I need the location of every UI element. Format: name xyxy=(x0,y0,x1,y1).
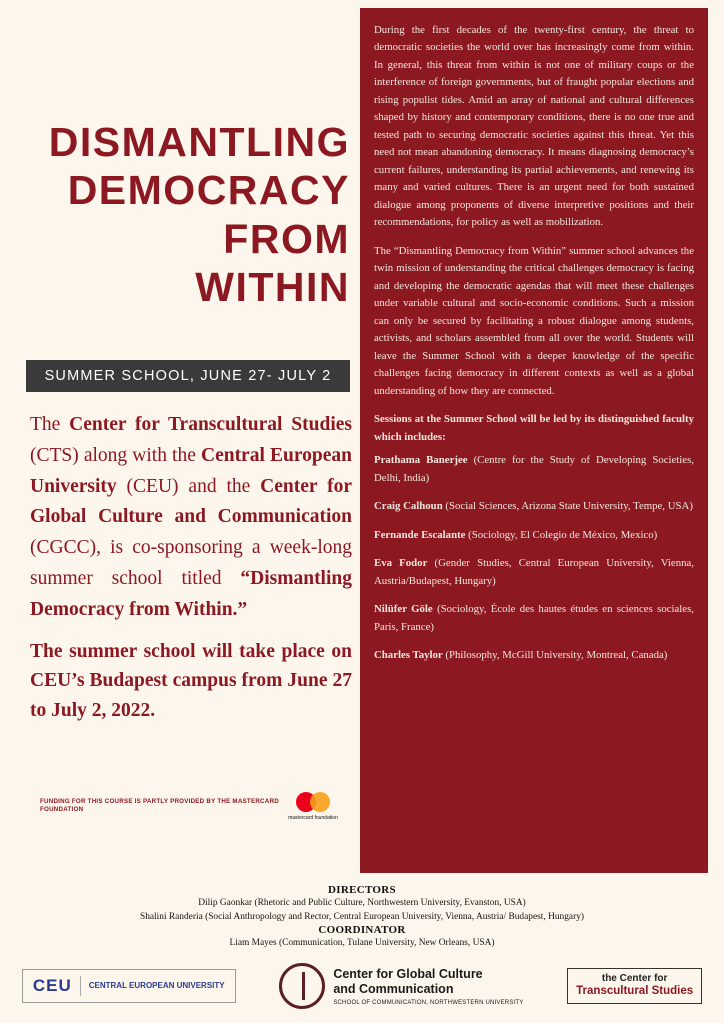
panel-paragraph-2: The “Dismantling Democracy from Within” summer school advances the twin mission of understanding the critical challenges democracy is facing and developing the democratic agendas that will meet these challenges under variable cultural and socio-economic conditions. Such a mission can only be secured by facilitating a robust dialogue among students, activists, and scholars assembled from all over the world. Students will leave the Summer School with a deeper knowledge of the specific challenges facing democracy in different contexts as well as a global understanding of how they are connected. xyxy=(374,244,694,397)
faculty-name: Prathama Banerjee xyxy=(374,454,468,467)
faculty-name: Nilüfer Göle xyxy=(374,603,433,616)
panel-paragraph-1: During the first decades of the twenty-first century, the threat to democratic societies the world over has increasingly come from within. In general, this threat from within is not one of military coups or the interference of foreign governments, but of fraught popular elections and rising populist tides. Amid an array of national and cultural differences shaped by history and contemporary conditions, there is no one true and tested path to securing democratic societies against this threat. Yet this need not mean abandoning democracy. It means diagnosing democracy’s current failures, understanding its partial achievements, and renewing its many and varied cultures. There is an urgent need for both sustained dialogue among proponents of diverse interpretive positions and their recommendations, for policy as well as mobilization. xyxy=(374,24,694,229)
coordinator-heading: COORDINATOR xyxy=(318,924,406,937)
faculty-affiliation: (Social Sciences, Arizona State University, Tempe, USA) xyxy=(445,500,693,513)
cgcc-line-2: and Communication xyxy=(333,981,454,996)
faculty-item xyxy=(374,601,694,636)
poster-title xyxy=(18,118,350,312)
title-line-3: FROM xyxy=(223,215,350,262)
cts-line-1: the Center for xyxy=(601,973,668,985)
faculty-item xyxy=(374,527,694,544)
mastercard-foundation-logo xyxy=(285,785,341,827)
cgcc-wordmark xyxy=(333,967,523,1006)
directors-heading: DIRECTORS xyxy=(328,884,396,896)
faculty-affiliation: (Gender Studies, Central European University, Vienna, Austria/Budapest, Hungary) xyxy=(374,557,694,587)
logo-strip xyxy=(0,955,724,1017)
faculty-affiliation: (Centre for the Study of Developing Societies, Delhi, India) xyxy=(374,454,695,484)
faculty-name: Fernande Escalante xyxy=(374,528,466,541)
intro-paragraph: The Center for Transcultural Studies (CTS) along with the Central European University (CEU) and the Center for Global Culture and Communication (CGCC), is co-sponsoring a week-long summer school titled “Dismantling Democracy from Within.” xyxy=(30,414,352,620)
cgcc-line-1: Center for Global Culture xyxy=(333,966,483,981)
faculty-name: Charles Taylor xyxy=(374,649,443,662)
title-line-2: DEMOCRACY xyxy=(67,167,350,214)
faculty-heading: Sessions at the Summer School will be led by its distinguished faculty which includes: xyxy=(374,413,694,443)
ceu-mark: CEU xyxy=(33,976,81,996)
mastercard-circles-icon xyxy=(296,792,330,812)
description-panel xyxy=(360,8,708,873)
ceu-wordmark: CENTRAL EUROPEAN UNIVERSITY xyxy=(88,980,225,990)
mastercard-caption: mastercard foundation xyxy=(288,814,338,821)
faculty-affiliation: (Sociology, École des hautes études en sciences sociales, Paris, France) xyxy=(374,603,694,633)
title-line-4: WITHIN xyxy=(195,264,350,311)
location-paragraph: The summer school will take place on CEU’s Budapest campus from June 27 to July 2, 2022. xyxy=(30,641,352,721)
faculty-name: Eva Fodor xyxy=(374,557,428,570)
funding-note: FUNDING FOR THIS COURSE IS PARTLY PROVIDED BY THE MASTERCARD FOUNDATION xyxy=(40,797,279,813)
coordinator-name: Liam Mayes (Communication, Tulane University, New Orleans, USA) xyxy=(229,938,495,949)
cts-logo xyxy=(567,968,702,1003)
director-2: Shalini Randeria (Social Anthropology and Rector, Central European University, Vienna, Austria/ Budapest, Hungary) xyxy=(139,911,584,922)
credits-block xyxy=(0,884,724,951)
faculty-affiliation: (Sociology, El Colegio de México, Mexico) xyxy=(468,528,658,541)
summer-school-dates-banner: SUMMER SCHOOL, JUNE 27- JULY 2 xyxy=(26,360,350,392)
cts-line-2: Transcultural Studies xyxy=(576,985,694,998)
title-line-1: DISMANTLING xyxy=(48,119,350,165)
faculty-name: Craig Calhoun xyxy=(374,500,443,513)
faculty-item xyxy=(374,498,694,515)
director-1: Dilip Gaonkar (Rhetoric and Public Culture, Northwestern University, Evanston, USA) xyxy=(198,898,526,908)
cgcc-logo xyxy=(279,963,523,1009)
ceu-logo xyxy=(22,969,236,1003)
cgcc-circle-icon xyxy=(279,963,325,1009)
faculty-affiliation: (Philosophy, McGill University, Montreal, Canada) xyxy=(445,649,668,662)
faculty-item xyxy=(374,647,694,664)
left-column xyxy=(0,0,358,873)
faculty-item xyxy=(374,452,694,487)
funding-row xyxy=(40,785,350,827)
faculty-item xyxy=(374,555,694,590)
cgcc-subline: SCHOOL OF COMMUNICATION, NORTHWESTERN UNIVERSITY xyxy=(333,999,524,1006)
